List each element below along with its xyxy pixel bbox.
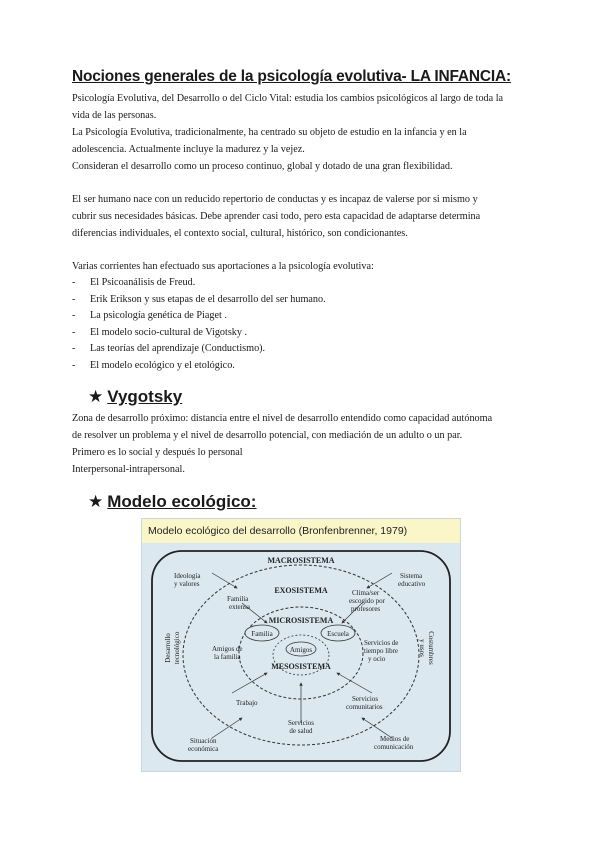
intro-line-3: La Psicología Evolutiva, tradicionalmente, ha centrado su objeto de estudio en la infancia y en la [72,127,467,138]
figure-title: Modelo ecológico del desarrollo (Bronfenbrenner, 1979) [148,525,408,537]
svg-text:de salud: de salud [289,727,313,735]
human-line-1: El ser humano nace con un reducido repertorio de conductas y es incapaz de valerse por si mismo y [72,194,478,205]
svg-text:Servicios: Servicios [287,719,315,727]
svg-text:y valores: y valores [174,580,200,588]
list-item: - El Psicoanálisis de Freud. [72,277,196,288]
vygotsky-line-2: de resolver un problema y el nivel de desarrollo potencial, con mediación de un adulto o un par. [72,429,463,441]
star-icon: ★ [88,491,104,511]
escuela-label: Escuela [327,630,349,638]
svg-text:tecnológico: tecnológico [173,631,181,665]
microsystem-label: MICROSISTEMA [268,616,334,625]
svg-text:Trabajo: Trabajo [236,699,258,707]
currents-intro: Varias corrientes han efectuado sus aportaciones a la psicología evolutiva: [72,261,374,272]
intro-line-4: adolescencia. Actualmente incluye la madurez y la vejez. [72,144,305,155]
svg-text:y usos: y usos [418,639,426,657]
intro-line-5: Consideran el desarrollo como un proceso continuo, global y dotado de una gran flexibilidad. [72,161,453,172]
svg-text:profesores: profesores [351,605,381,613]
exosystem-label: EXOSISTEMA [274,586,328,595]
svg-text:comunitarios: comunitarios [346,703,383,711]
ecological-diagram [142,543,460,771]
list-item: - Erik Erikson y sus etapas de el desarrollo del ser humano. [72,293,326,305]
svg-text:Amigos de: Amigos de [212,645,243,653]
svg-text:y ocio: y ocio [368,655,386,663]
human-line-2: cubrir sus necesidades básicas. Debe aprender casi todo, pero esta capacidad de adaptarse determina [72,211,481,222]
svg-text:económica: económica [188,745,219,753]
macrosystem-label: MACROSISTEMA [267,556,335,565]
svg-text:Costumbres: Costumbres [427,631,435,665]
human-line-3: diferencias individuales, el contexto social, cultural, histórico, son condicionantes. [72,228,408,239]
svg-text:Medios de: Medios de [380,735,410,743]
svg-text:educativo: educativo [398,580,426,588]
svg-text:Situación: Situación [190,737,217,745]
ecological-model-figure [141,518,461,772]
mesosystem-label: MESOSISTEMA [271,662,331,671]
svg-text:Familia: Familia [227,595,249,603]
vygotsky-heading: ★ Vygotsky [88,386,183,406]
svg-text:Sistema: Sistema [400,572,423,580]
document-page [72,68,532,515]
list-item: - Las teorías del aprendizaje (Conductismo). [72,343,266,355]
currents-list [72,275,532,375]
svg-text:escogido por: escogido por [349,597,385,605]
list-item: - El modelo socio-cultural de Vigotsky . [72,326,248,338]
intro-line-1: Psicología Evolutiva, del Desarrollo o del Ciclo Vital: estudia los cambios psicológicos al largo de toda la [72,93,504,104]
page-title: Nociones generales de la psicología evolutiva- LA INFANCIA: [72,68,511,85]
amigos-label: Amigos [289,646,313,654]
familia-label: Familia [251,630,273,638]
svg-text:Desarrollo: Desarrollo [164,633,172,663]
svg-text:Ideología: Ideología [174,572,201,580]
svg-text:Servicios de: Servicios de [364,639,399,647]
intro-line-2: vida de las personas. [72,110,157,121]
vygotsky-line-3: Primero es lo social y después lo personal [72,446,243,458]
vygotsky-line-1: Zona de desarrollo próximo: distancia entre el nivel de desarrollo entendido como capacidad autónoma [72,412,493,424]
svg-text:Clima/ser: Clima/ser [352,589,380,597]
svg-text:Servicios: Servicios [352,695,379,703]
svg-text:comunicación: comunicación [374,743,414,751]
svg-text:la familia: la familia [214,653,241,661]
svg-text:extensa: extensa [229,603,250,611]
list-item: - El modelo ecológico y el etológico. [72,359,235,371]
svg-text:tiempo libre: tiempo libre [364,647,399,655]
ecological-heading: ★ Modelo ecológico: [88,491,257,511]
vygotsky-line-4: Interpersonal-intrapersonal. [72,463,185,475]
star-icon: ★ [88,386,104,406]
list-item: - La psicología genética de Piaget . [72,310,227,322]
